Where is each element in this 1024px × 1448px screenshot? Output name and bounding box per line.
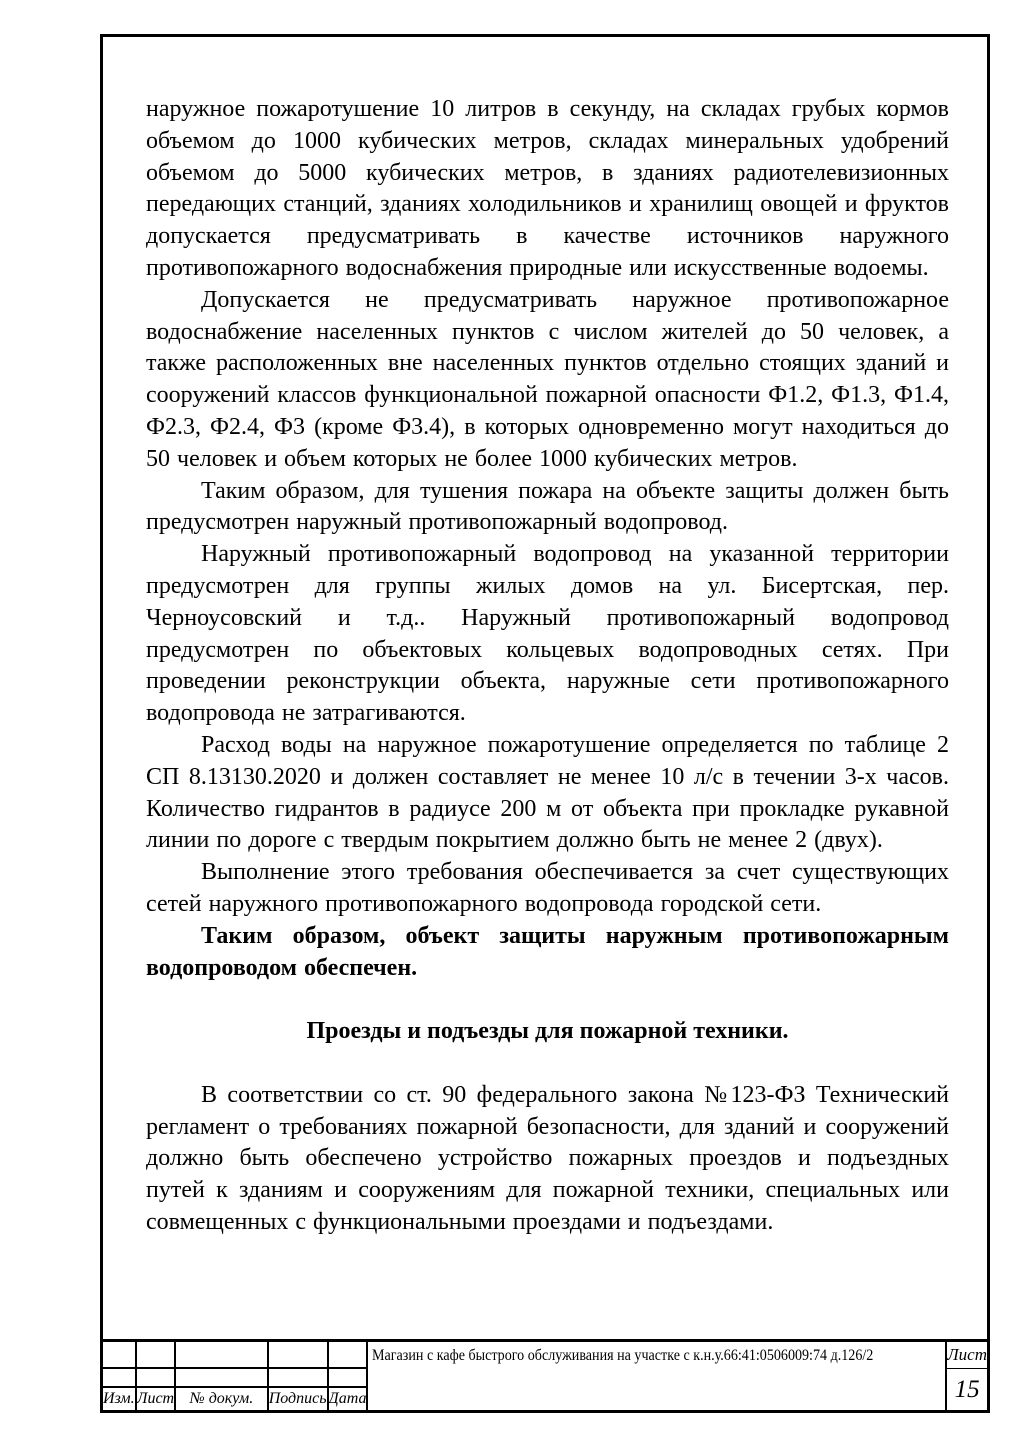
paragraph: наружное пожаротушение 10 литров в секунду, на складах грубых кормов объемом до 1000 кубических метров, складах минеральных удобрений объемом до 5000 кубических метров, в зданиях радиотелевизионных передающих станций, зданиях холодильников и хранилищ овощей и фруктов допускается предусматривать в качестве источников наружного противопожарного водоснабжения природные или искусственные водоемы. bbox=[146, 96, 949, 281]
stamp-empty-cell bbox=[269, 1369, 327, 1388]
project-title: Магазин с кафе быстрого обслуживания на участке с к.н.у.66:41:0506009:74 д.126/2 bbox=[372, 1347, 874, 1364]
title-block bbox=[103, 1339, 987, 1410]
section-heading: Проезды и подъезды для пожарной техники. bbox=[306, 1018, 789, 1045]
paragraph: Допускается не предусматривать наружное противопожарное водоснабжение населенных пунктов с числом жителей до 50 человек, а также расположенных вне населенных пунктов отдельно стоящих зданий и сооружений классов функциональной пожарной опасности Ф1.2, Ф1.3, Ф1.4, Ф2.3, Ф2.4, Ф3 (кроме Ф3.4), в которых одновременно могут находиться до 50 человек и объем которых не более 1000 кубических метров. bbox=[146, 286, 949, 472]
stamp-label-doc: № докум. bbox=[189, 1390, 254, 1407]
stamp-label-date: Дата bbox=[328, 1390, 367, 1407]
paragraph: Выполнение этого требования обеспечивается за счет существующих сетей наружного противопожарного водопровода городской сети. bbox=[146, 859, 949, 917]
stamp-empty-cell bbox=[176, 1369, 267, 1388]
stamp-empty-cell bbox=[103, 1342, 135, 1369]
stamp-column-sign bbox=[269, 1342, 329, 1410]
paragraph: В соответствии со ст. 90 федерального закона №123-ФЗ Технический регламент о требованиях пожарной безопасности, для зданий и сооружений должно быть обеспечено устройство пожарных проездов и подъездных путей к зданиям и сооружениям для пожарной техники, специальных или совмещенных с функциональными проездами и подъездами. bbox=[146, 1081, 949, 1235]
sheet-label: Лист bbox=[947, 1342, 987, 1369]
stamp-label-sign: Подпись bbox=[268, 1390, 327, 1407]
stamp-empty-cell bbox=[329, 1342, 367, 1369]
stamp-column-doc bbox=[176, 1342, 269, 1410]
stamp-empty-cell bbox=[269, 1342, 327, 1369]
stamp-empty-cell bbox=[103, 1369, 135, 1388]
stamp-sheet-cell bbox=[947, 1342, 987, 1410]
stamp-empty-cell bbox=[137, 1369, 175, 1388]
stamp-empty-cell bbox=[176, 1342, 267, 1369]
stamp-empty-cell bbox=[137, 1342, 175, 1369]
stamp-label-izm: Изм. bbox=[103, 1390, 135, 1407]
stamp-column-izm bbox=[103, 1342, 137, 1410]
paragraph: Таким образом, для тушения пожара на объекте защиты должен быть предусмотрен наружный противопожарный водопровод. bbox=[146, 477, 949, 536]
stamp-label-list: Лист bbox=[136, 1390, 175, 1407]
stamp-project-title-cell bbox=[368, 1342, 947, 1410]
page-frame bbox=[100, 34, 990, 1413]
conclusion-paragraph: Таким образом, объект защиты наружным противопожарным водопроводом обеспечен. bbox=[146, 922, 949, 981]
stamp-empty-cell bbox=[329, 1369, 367, 1388]
stamp-column-date bbox=[329, 1342, 369, 1410]
stamp-column-list bbox=[137, 1342, 177, 1410]
sheet-number: 15 bbox=[954, 1375, 980, 1403]
paragraph: Наружный противопожарный водопровод на указанной территории предусмотрен для группы жилых домов на ул. Бисертская, пер. Черноусовский и т.д.. Наружный противопожарный водопровод предусмотрен по объектовых кольцевых водопроводных сетях. При проведении реконструкции объекта, наружные сети противопожарного водопровода не затрагиваются. bbox=[146, 541, 949, 727]
page-content bbox=[146, 37, 949, 1239]
paragraph: Расход воды на наружное пожаротушение определяется по таблице 2 СП 8.13130.2020 и должен составляет не менее 10 л/с в течении 3-х часов. Количество гидрантов в радиусе 200 м от объекта при прокладке рукавной линии по дороге с твердым покрытием должно быть не менее 2 (двух). bbox=[146, 731, 949, 854]
